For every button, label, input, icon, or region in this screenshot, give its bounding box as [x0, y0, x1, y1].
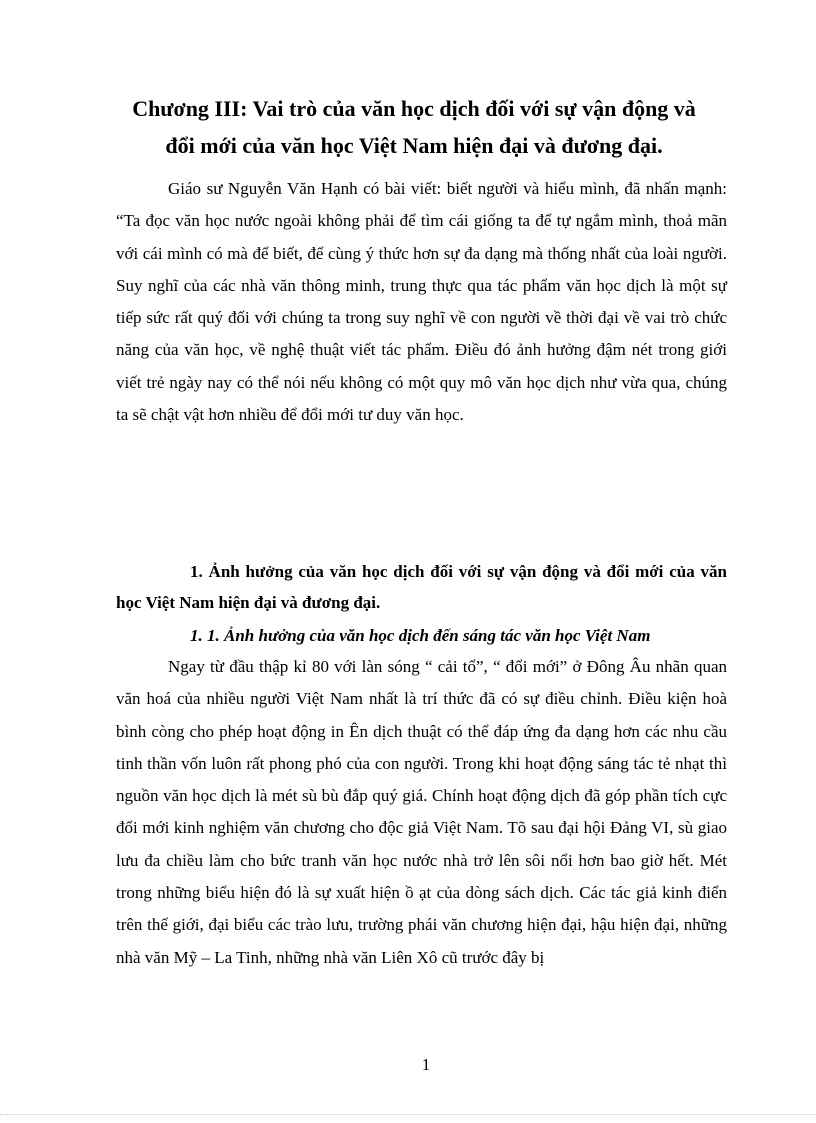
- intro-paragraph: Giáo sư Nguyễn Văn Hạnh có bài viết: biết người và hiểu mình, đã nhấn mạnh: “Ta đọc văn học nước ngoài không phải để tìm cái giống ta để tự ngắm mình, thoả mãn với cái mình có mà để biết, để cùng ý thức hơn sự đa dạng mà thống nhất của loài người. Suy nghĩ của các nhà văn thông minh, trung thực qua tác phẩm văn học dịch là một sự tiếp sức rất quý đối với chúng ta trong suy nghĩ về con người về thời đại về vai trò chức năng của văn học, về nghệ thuật viết tác phẩm. Điều đó ảnh hưởng đậm nét trong giới viết trẻ ngày nay có thể nói nếu không có một quy mô văn học dịch như vừa qua, chúng ta sẽ chật vật hơn nhiều để đổi mới tư duy văn học.: [116, 179, 727, 425]
- section-paragraph: Ngay từ đầu thập kỉ 80 với làn sóng “ cải tổ”, “ đổi mới” ở Đông Âu nhãn quan văn hoá của nhiều người Việt Nam nhất là trí thức đã có sự điều chỉnh. Điều kiện hoà bình còng cho phép hoạt động in Ên dịch thuật có thể đáp ứng đa dạng hơn các nhu cầu tinh thần vốn luôn rất phong phó của con người. Trong khi hoạt động sáng tác tẻ nhạt thì nguồn văn học dịch là mét sù bù đắp quý giá. Chính hoạt động dịch đã góp phần tích cực đổi mới kinh nghiệm văn chương cho độc giả Việt Nam. Tõ sau đại hội Đảng VI, sù giao lưu đa chiều làm cho bức tranh văn học nước nhà trở lên sôi nổi hơn bao giờ hết. Mét trong những biểu hiện đó là sự xuất hiện ồ ạt của dòng sách dịch. Các tác giả kinh điển trên thế giới, đại biểu các trào lưu, trường phái văn chương hiện đại, hậu hiện đại, những nhà văn Mỹ – La Tinh, những nhà văn Liên Xô cũ trước đây bị: [116, 657, 727, 967]
- chapter-title-line-2: đổi mới của văn học Việt Nam hiện đại và đương đại.: [165, 133, 663, 158]
- chapter-title: [100, 90, 728, 164]
- page-bottom-divider: [0, 1114, 816, 1115]
- page-number: 1: [421, 1055, 431, 1074]
- section-heading: 1. Ảnh hưởng của văn học dịch đối với sự vận động và đổi mới của văn học Việt Nam hiện đại và đương đại.: [116, 562, 727, 612]
- subsection-heading: 1. 1. Ảnh hưởng của văn học dịch đến sáng tác văn học Việt Nam: [190, 626, 651, 645]
- chapter-title-line-1: Chương III: Vai trò của văn học dịch đối với sự vận động và: [132, 96, 696, 121]
